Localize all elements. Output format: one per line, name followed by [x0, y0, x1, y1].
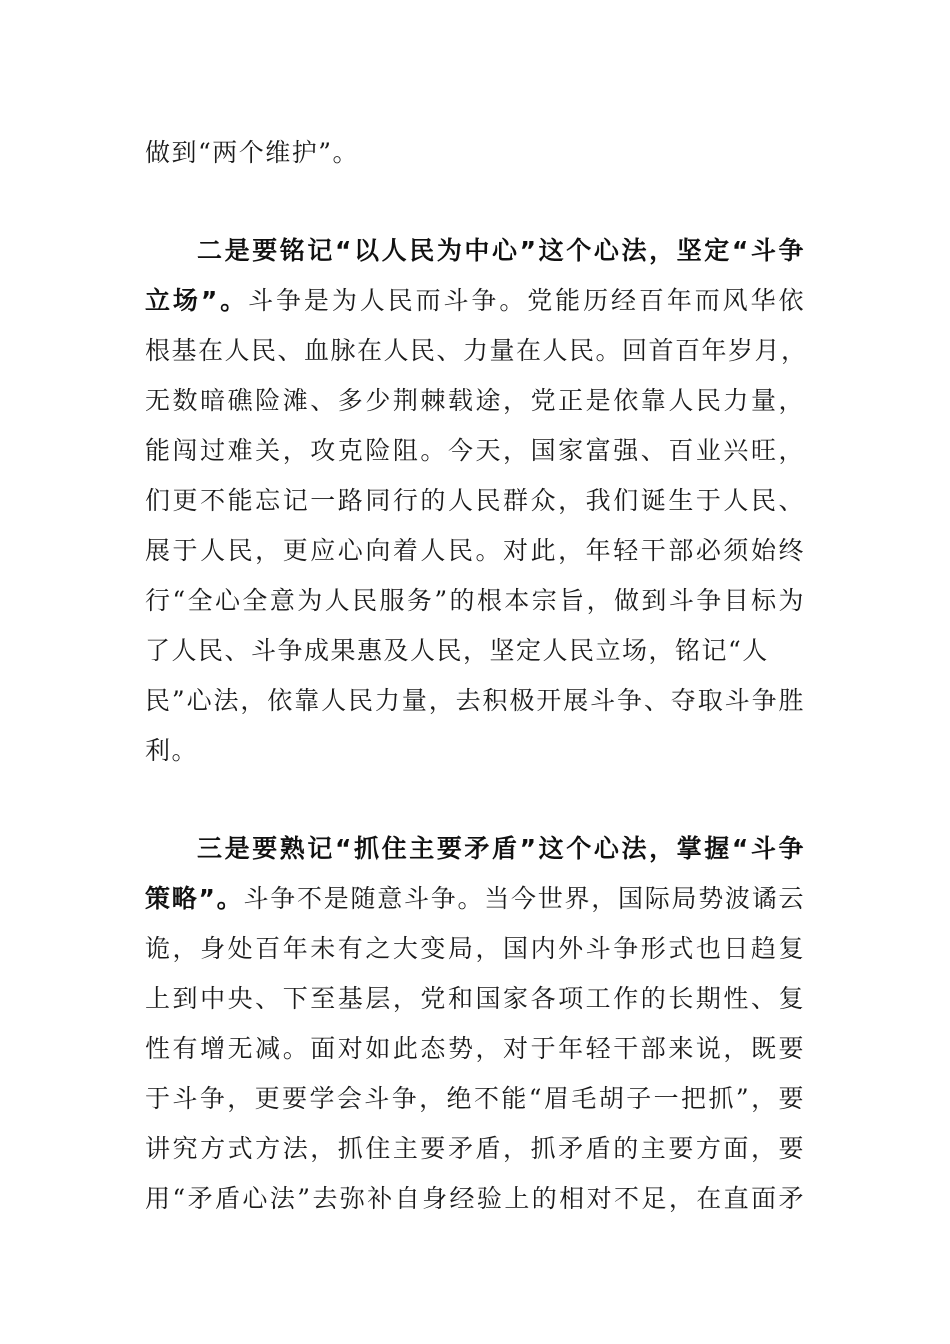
line-text: 展于人民，更应心向着人民。对此，年轻干部必须始终 [145, 536, 805, 565]
line-text: 了人民、斗争成果惠及人民，坚定人民立场，铭记“人 [145, 636, 769, 665]
text-line [145, 626, 805, 676]
line-text: 诡，身处百年未有之大变局，国内外斗争形式也日趋复 [145, 934, 805, 963]
line-text: 性有增无减。面对如此态势，对于年轻干部来说，既要 [145, 1034, 805, 1063]
heading-text: 策略”。 [145, 884, 244, 913]
line-text: 根基在人民、血脉在人民、力量在人民。回首百年岁月， [145, 336, 808, 365]
line-text: 行“全心全意为人民服务”的根本宗旨，做到斗争目标为 [145, 586, 805, 615]
text-line [145, 676, 805, 726]
text-line [145, 576, 805, 626]
heading-text: 三是要熟记“抓住主要矛盾”这个心法，掌握“斗争 [197, 834, 805, 863]
line-text: 上到中央、下至基层，党和国家各项工作的长期性、复 [145, 984, 805, 1013]
text-line [145, 128, 805, 178]
line-text: 用“矛盾心法”去弥补自身经验上的相对不足，在直面矛 [145, 1184, 805, 1213]
text-line [145, 276, 805, 326]
line-text: 做到“两个维护”。 [145, 138, 360, 167]
text-line [145, 924, 805, 974]
line-text: 能闯过难关，攻克险阻。今天，国家富强、百业兴旺， [145, 436, 805, 465]
line-text: 利。 [145, 736, 199, 765]
text-line [145, 326, 808, 376]
line-text: 们更不能忘记一路同行的人民群众，我们诞生于人民、 [145, 486, 805, 515]
text-line [145, 476, 805, 526]
text-line [145, 974, 805, 1024]
section-heading [197, 226, 805, 276]
text-line [145, 1124, 805, 1174]
section-heading [197, 824, 805, 874]
text-line [145, 1024, 805, 1074]
heading-text: 二是要铭记“以人民为中心”这个心法，坚定“斗争 [197, 236, 805, 265]
line-text: 斗争是为人民而斗争。党能历经百年而风华依 [248, 286, 805, 315]
line-text: 斗争不是随意斗争。当今世界，国际局势波谲云 [243, 884, 805, 913]
text-line [145, 1174, 805, 1224]
line-text: 于斗争，更要学会斗争，绝不能“眉毛胡子一把抓”，要 [145, 1084, 805, 1113]
line-text: 无数暗礁险滩、多少荆棘载途，党正是依靠人民力量， [145, 386, 805, 415]
text-line [145, 874, 805, 924]
text-line [145, 376, 805, 426]
text-line [145, 1074, 805, 1124]
heading-text: 立场”。 [145, 286, 249, 315]
text-line [145, 526, 805, 576]
text-line [145, 726, 805, 776]
line-text: 讲究方式方法，抓住主要矛盾，抓矛盾的主要方面，要 [145, 1134, 805, 1163]
line-text: 民”心法，依靠人民力量，去积极开展斗争、夺取斗争胜 [145, 686, 805, 715]
text-line [145, 426, 805, 476]
